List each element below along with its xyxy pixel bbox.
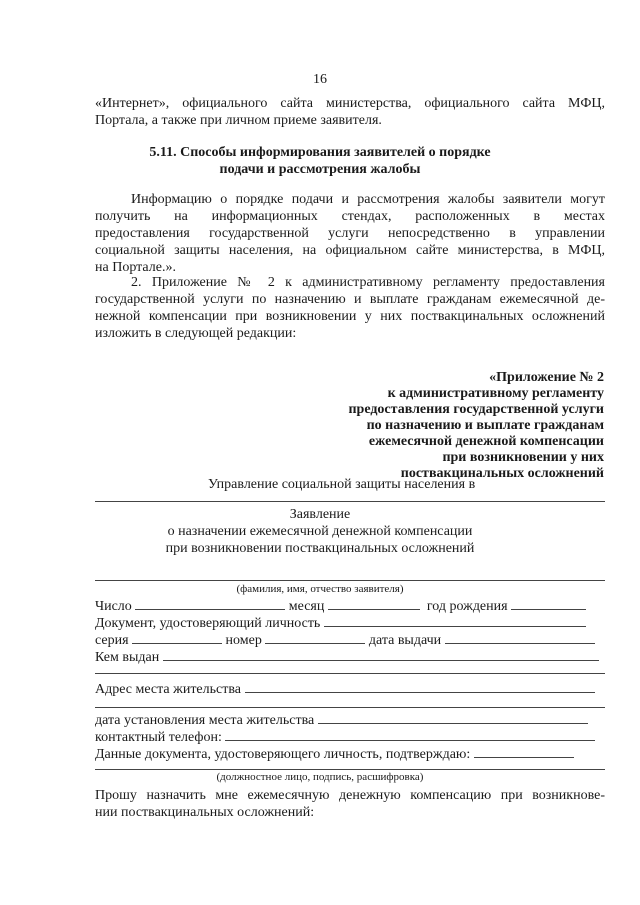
birth-year-field[interactable]	[511, 597, 586, 610]
month-label: месяц	[288, 599, 325, 614]
issued-by-row	[95, 648, 599, 666]
residence-date-label: дата установления места жительства	[95, 713, 315, 728]
paragraph2-line-4: изложить в следующей редакции:	[95, 326, 297, 341]
day-label: Число	[95, 599, 132, 614]
id-document-label: Документ, удостоверяющий личность	[95, 616, 321, 631]
applicant-name-field[interactable]	[95, 580, 605, 581]
paragraph2-line-2: государственной услуги по назначению и выплате гражданам ежемесячной де-	[95, 292, 605, 307]
id-confirm-field[interactable]	[474, 745, 574, 758]
number-field[interactable]	[265, 631, 365, 644]
month-field[interactable]	[328, 597, 420, 610]
issue-date-field[interactable]	[445, 631, 595, 644]
id-series-row	[95, 631, 595, 649]
phone-label: контактный телефон:	[95, 730, 222, 745]
issued-by-field[interactable]	[163, 648, 599, 661]
id-confirm-label: Данные документа, удостоверяющего личность, подтверждаю:	[95, 747, 471, 762]
id-confirm-row	[95, 745, 574, 763]
appendix-header-line-2: к административному регламенту	[387, 386, 604, 401]
address-extra-line[interactable]	[95, 707, 605, 708]
day-field[interactable]	[135, 597, 285, 610]
applicant-name-caption: (фамилия, имя, отчество заявителя)	[236, 583, 404, 595]
series-field[interactable]	[132, 631, 222, 644]
id-document-row	[95, 614, 586, 632]
appendix-header-line-4: по назначению и выплате гражданам	[366, 418, 604, 433]
application-title-line-3: при возникновении поствакцинальных осложнений	[165, 541, 475, 556]
intro-line-1: «Интернет», официального сайта министерства, официального сайта МФЦ,	[95, 96, 605, 111]
paragraph1-line-4: социальной защиты населения, на официальном сайте министерства, в МФЦ,	[95, 243, 605, 258]
page-number: 16	[313, 72, 327, 87]
section-title-line-2: подачи и рассмотрения жалобы	[219, 162, 421, 177]
paragraph2-line-1: 2. Приложение № 2 к административному регламенту предоставления	[131, 275, 605, 290]
intro-line-2: Портала, а также при личном приеме заявителя.	[95, 113, 382, 128]
residence-date-row	[95, 711, 588, 729]
paragraph1-line-2: получить на информационных стендах, расположенных в местах	[95, 209, 605, 224]
paragraph2-line-3: нежной компенсации при возникновении у них поствакцинальных осложнений	[95, 309, 605, 324]
department-label: Управление социальной защиты населения в	[208, 477, 476, 492]
application-title-line-1: Заявление	[289, 507, 351, 522]
appendix-header-line-7: поствакцинальных осложнений	[400, 466, 604, 481]
phone-field[interactable]	[225, 728, 595, 741]
number-label: номер	[225, 633, 262, 648]
paragraph1-line-3: предоставления государственной услуги непосредственно в управлении	[95, 226, 605, 241]
address-field[interactable]	[245, 680, 595, 693]
department-blank-line	[95, 501, 605, 502]
section-title-line-1: 5.11. Способы информирования заявителей о порядке	[149, 145, 491, 160]
issued-by-extra-line[interactable]	[95, 673, 605, 674]
official-signature-caption: (должностное лицо, подпись, расшифровка)	[216, 771, 424, 783]
official-signature-line[interactable]	[95, 769, 605, 770]
appendix-header-line-3: предоставления государственной услуги	[348, 402, 604, 417]
series-label: серия	[95, 633, 129, 648]
appendix-header-line-1: «Приложение № 2	[489, 370, 604, 385]
request-line-1: Прошу назначить мне ежемесячную денежную компенсацию при возникнове-	[95, 788, 605, 803]
paragraph1-line-1: Информацию о порядке подачи и рассмотрения жалобы заявители могут	[131, 192, 605, 207]
address-row	[95, 680, 595, 698]
birth-year-label: год рождения	[426, 599, 508, 614]
address-label: Адрес места жительства	[95, 682, 241, 697]
phone-row	[95, 728, 595, 746]
appendix-header-line-5: ежемесячной денежной компенсации	[368, 434, 604, 449]
appendix-header-line-6: при возникновении у них	[442, 450, 604, 465]
issue-date-label: дата выдачи	[368, 633, 442, 648]
paragraph1-line-5: на Портале.».	[95, 260, 176, 275]
residence-date-field[interactable]	[318, 711, 588, 724]
application-title-line-2: о назначении ежемесячной денежной компенсации	[167, 524, 473, 539]
birth-date-row	[95, 597, 586, 615]
issued-by-label: Кем выдан	[95, 650, 160, 665]
id-document-field[interactable]	[324, 614, 586, 627]
request-line-2: нии поствакцинальных осложнений:	[95, 805, 315, 820]
